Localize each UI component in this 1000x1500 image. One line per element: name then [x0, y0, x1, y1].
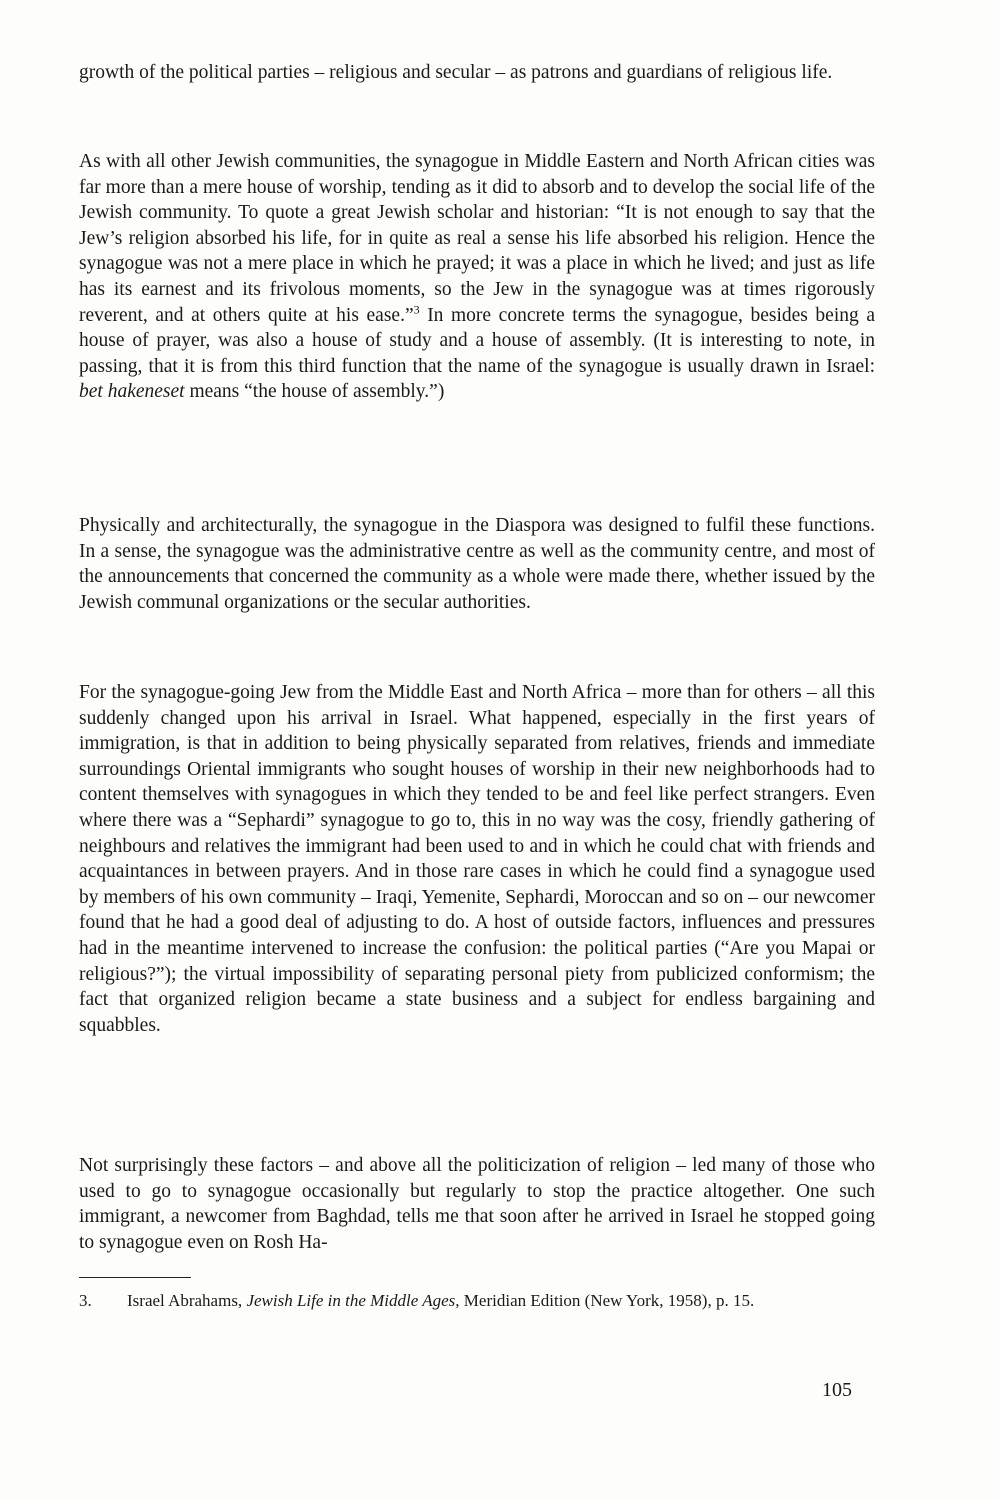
paragraph-immigration	[79, 680, 875, 1038]
paragraph-text: Not surprisingly these factors – and above all the politicization of religion – led many of those who used to go to synagogue occasionally but regularly to stop the practice altogether. One such immigrant, a newcomer from Baghdad, tells me that soon after he arrived in Israel he stopped going to synagogue even on Rosh Ha-	[79, 1155, 875, 1253]
footnote-number: 3.	[79, 1291, 92, 1310]
paragraph-text: In more concrete terms the synagogue, besides being a house of prayer, was also a house of study and a house of assembly. (It is interesting to note, in passing, that it is from this third function that the name of the synagogue is usually drawn in Israel:	[79, 304, 875, 377]
footnote-rest: Meridian Edition (New York, 1958), p. 15.	[459, 1291, 755, 1310]
paragraph-text: means “the house of assembly.”)	[184, 381, 445, 403]
paragraph-text: For the synagogue-going Jew from the Middle East and North Africa – more than for others – all this suddenly changed upon his arrival in Israel. What happened, especially in the first years of immigration, is that in addition to being physically separated from relatives, friends and immediate surroundings Oriental immigrants who sought houses of worship in their new neighborhoods had to content themselves with synagogues in which they tended to be and feel like perfect strangers. Even where there was a “Sephardi” synagogue to go to, this in no way was the cosy, friendly gathering of neighbours and relatives the immigrant had been used to and in which he could chat with friends and acquaintances in between prayers. And in those rare cases in which he could find a synagogue used by members of his own community – Iraqi, Yemenite, Sephardi, Moroccan and so on – our newcomer found that he had a good deal of adjusting to do. A host of outside factors, influences and pressures had in the meantime intervened to increase the confusion: the political parties (“Are you Mapai or religious?”); the virtual impossibility of separating personal piety from publicized conformism; the fact that organized religion became a state business and a subject for endless bargaining and squabbles.	[79, 682, 875, 1036]
footnote-author: Israel Abrahams,	[127, 1291, 247, 1310]
paragraph-continuation	[79, 60, 875, 86]
paragraph-text: Physically and architecturally, the synagogue in the Diaspora was designed to fulfil these functions. In a sense, the synagogue was the administrative centre as well as the community centre, and most of the announcements that concerned the community as a whole were made there, whether issued by the Jewish communal organizations or the secular authorities.	[79, 515, 875, 613]
footnote-title: Jewish Life in the Middle Ages,	[246, 1291, 460, 1310]
paragraph-architecture	[79, 513, 875, 615]
footnote-reference[interactable]: 3	[413, 302, 420, 317]
footnote	[79, 1290, 875, 1312]
paragraph-synagogue-role	[79, 149, 875, 405]
paragraph-politicization	[79, 1153, 875, 1255]
italic-term: bet hakeneset	[79, 381, 185, 403]
paragraph-text: As with all other Jewish communities, the synagogue in Middle Eastern and North African cities was far more than a mere house of worship, tending as it did to absorb and to develop the social life of the Jewish community. To quote a great Jewish scholar and historian: “It is not enough to say that the Jew’s religion absorbed his life, for in quite as real a sense his life absorbed his religion. Hence the synagogue was not a mere place in which he prayed; it was a place in which he lived; and just as life has its earnest and its frivolous moments, so the Jew in the synagogue was at times rigorously reverent, and at others quite at his ease.”	[79, 151, 875, 326]
page-number: 105	[822, 1379, 852, 1401]
paragraph-text: growth of the political parties – religious and secular – as patrons and guardians of religious life.	[79, 62, 833, 83]
footnote-divider	[79, 1277, 191, 1278]
